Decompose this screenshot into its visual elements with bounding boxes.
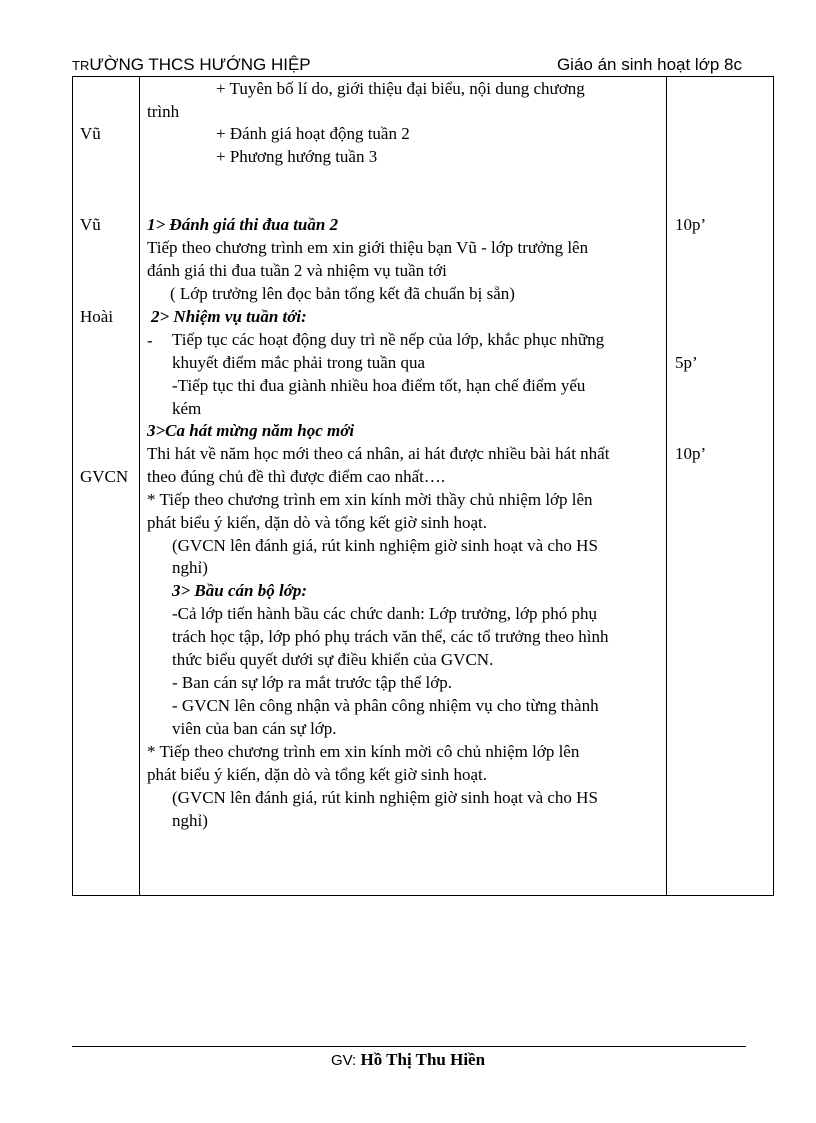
content-line: viên của ban cán sự lớp.	[172, 719, 337, 738]
presenter-cell: Vũ	[80, 124, 101, 143]
content-line: (GVCN lên đánh giá, rút kinh nghiệm giờ sinh hoạt và cho HS	[172, 536, 598, 555]
content-line: nghỉ)	[172, 558, 208, 577]
content-line: phát biểu ý kiến, dặn dò và tổng kết giờ sinh hoạt.	[147, 513, 487, 532]
content-line: -Cả lớp tiến hành bầu các chức danh: Lớp trưởng, lớp phó phụ	[172, 604, 597, 623]
presenter-cell: Hoài	[80, 307, 114, 326]
footer-divider	[72, 1046, 746, 1047]
content-line: Tiếp theo chương trình em xin giới thiệu bạn Vũ - lớp trưởng lên	[147, 238, 589, 257]
school-name: TRƯỜNG THCS HƯỚNG HIỆP	[72, 55, 311, 74]
bullet-marker: -	[147, 331, 153, 350]
section-heading: 3>Ca hát mừng năm học mới	[147, 421, 355, 440]
content-line: - Ban cán sự lớp ra mắt trước tập thể lớp.	[172, 673, 453, 692]
content-line: * Tiếp theo chương trình em xin kính mời cô chủ nhiệm lớp lên	[147, 742, 580, 761]
section-heading: 3> Bầu cán bộ lớp:	[172, 581, 307, 600]
page-footer	[0, 1050, 816, 1070]
content-line: phát biểu ý kiến, dặn dò và tổng kết giờ sinh hoạt.	[147, 765, 487, 784]
content-line: trình	[147, 102, 180, 121]
content-line: -Tiếp tục thi đua giành nhiều hoa điểm tốt, hạn chế điểm yếu	[172, 376, 586, 395]
content-line: kém	[172, 399, 202, 418]
content-line: + Phương hướng tuần 3	[216, 147, 378, 166]
content-line: khuyết điểm mắc phải trong tuần qua	[172, 353, 426, 372]
content-line: Thi hát về năm học mới theo cá nhân, ai hát được nhiều bài hát nhất	[147, 444, 610, 463]
content-line: * Tiếp theo chương trình em xin kính mời thầy chủ nhiệm lớp lên	[147, 490, 593, 509]
time-cell: 5p’	[675, 353, 698, 372]
time-cell: 10p’	[675, 444, 707, 463]
content-line: - GVCN lên công nhận và phân công nhiệm vụ cho từng thành	[172, 696, 599, 715]
time-cell: 10p’	[675, 215, 707, 234]
content-line: Tiếp tục các hoạt động duy trì nề nếp của lớp, khắc phục những	[172, 330, 605, 349]
content-line: theo đúng chủ đề thì được điểm cao nhất….	[147, 467, 446, 486]
teacher-name: Hồ Thị Thu Hiền	[360, 1050, 486, 1069]
section-heading: 1> Đánh giá thi đua tuần 2	[147, 215, 339, 234]
presenter-cell: GVCN	[80, 467, 129, 486]
presenter-cell: Vũ	[80, 215, 101, 234]
content-line: ( Lớp trưởng lên đọc bản tổng kết đã chuẩn bị sẵn)	[170, 284, 515, 303]
section-heading: 2> Nhiệm vụ tuần tới:	[151, 307, 307, 326]
column-divider	[666, 76, 667, 896]
teacher-label: GV:	[330, 1052, 357, 1069]
content-line: + Đánh giá hoạt động tuần 2	[216, 124, 410, 143]
content-line: + Tuyên bố lí do, giới thiệu đại biểu, nội dung chương	[216, 79, 585, 98]
document-title: Giáo án sinh hoạt lớp 8c	[556, 55, 742, 74]
content-line: đánh giá thi đua tuần 2 và nhiệm vụ tuần tới	[147, 261, 447, 280]
content-line: thức biểu quyết dưới sự điều khiển của GVCN.	[172, 650, 494, 669]
page-header	[72, 52, 746, 77]
content-line: trách học tập, lớp phó phụ trách văn thể, các tổ trưởng theo hình	[172, 627, 609, 646]
content-line: nghỉ)	[172, 811, 208, 830]
column-divider	[139, 76, 140, 896]
content-line: (GVCN lên đánh giá, rút kinh nghiệm giờ sinh hoạt và cho HS	[172, 788, 598, 807]
